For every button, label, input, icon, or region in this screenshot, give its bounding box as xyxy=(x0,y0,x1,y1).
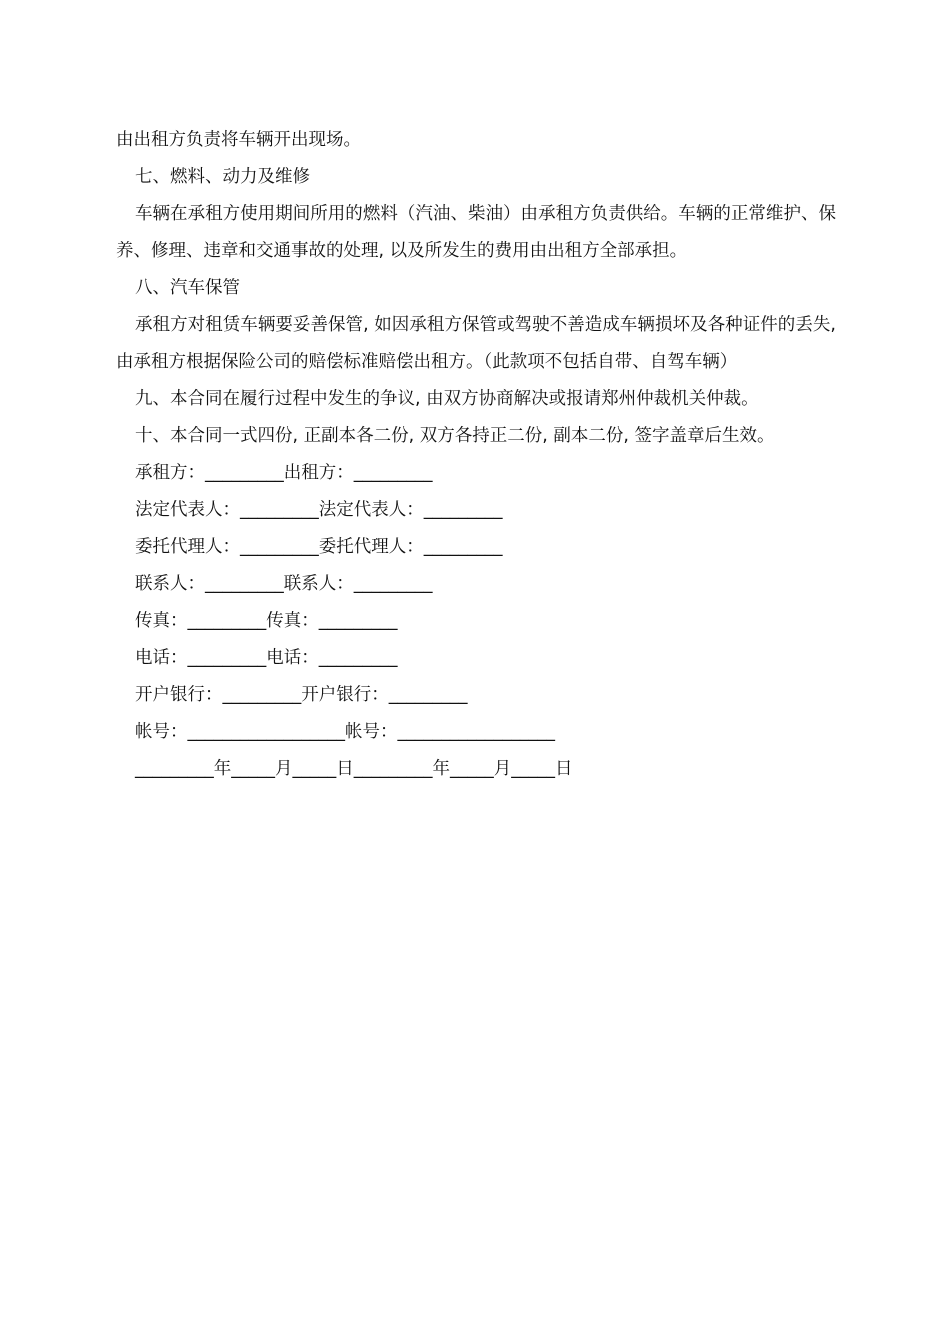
signature-line-phone: 电话：_________电话：_________ xyxy=(135,648,398,668)
paragraph-fuel-maintenance: 车辆在承租方使用期间所用的燃料（汽油、柴油）由承租方负责供给。车辆的正常维护、保养、修理、违章和交通事故的处理, 以及所发生的费用由出租方全部承担。 xyxy=(116,204,836,261)
clause-section-10: 十、本合同一式四份, 正副本各二份, 双方各持正二份, 副本二份, 签字盖章后生效。 xyxy=(135,426,775,446)
signature-line-contact: 联系人：_________联系人：_________ xyxy=(135,574,433,594)
signature-line-date: _________年_____月_____日_________年_____月_____日 xyxy=(135,759,573,779)
signature-line-parties: 承租方：_________出租方：_________ xyxy=(135,463,433,483)
clause-section-9: 九、本合同在履行过程中发生的争议, 由双方协商解决或报请郑州仲裁机关仲裁。 xyxy=(135,389,759,409)
heading-section-8: 八、汽车保管 xyxy=(135,278,240,298)
signature-line-agent: 委托代理人：_________委托代理人：_________ xyxy=(135,537,503,557)
paragraph-vehicle-custody: 承租方对租赁车辆要妥善保管, 如因承租方保管或驾驶不善造成车辆损坏及各种证件的丢失, 由承租方根据保险公司的赔偿标准赔偿出租方。（此款项不包括自带、自驾车辆） xyxy=(116,315,842,372)
signature-line-legal-rep: 法定代表人：_________法定代表人：_________ xyxy=(135,500,503,520)
signature-block xyxy=(116,455,836,788)
document-body xyxy=(116,122,842,788)
paragraph-vehicle-exit: 由出租方负责将车辆开出现场。 xyxy=(116,130,361,150)
heading-section-7: 七、燃料、动力及维修 xyxy=(135,167,310,187)
signature-line-bank: 开户银行：_________开户银行：_________ xyxy=(135,685,468,705)
signature-line-fax: 传真：_________传真：_________ xyxy=(135,611,398,631)
signature-line-account: 帐号：__________________帐号：__________________ xyxy=(135,722,555,742)
